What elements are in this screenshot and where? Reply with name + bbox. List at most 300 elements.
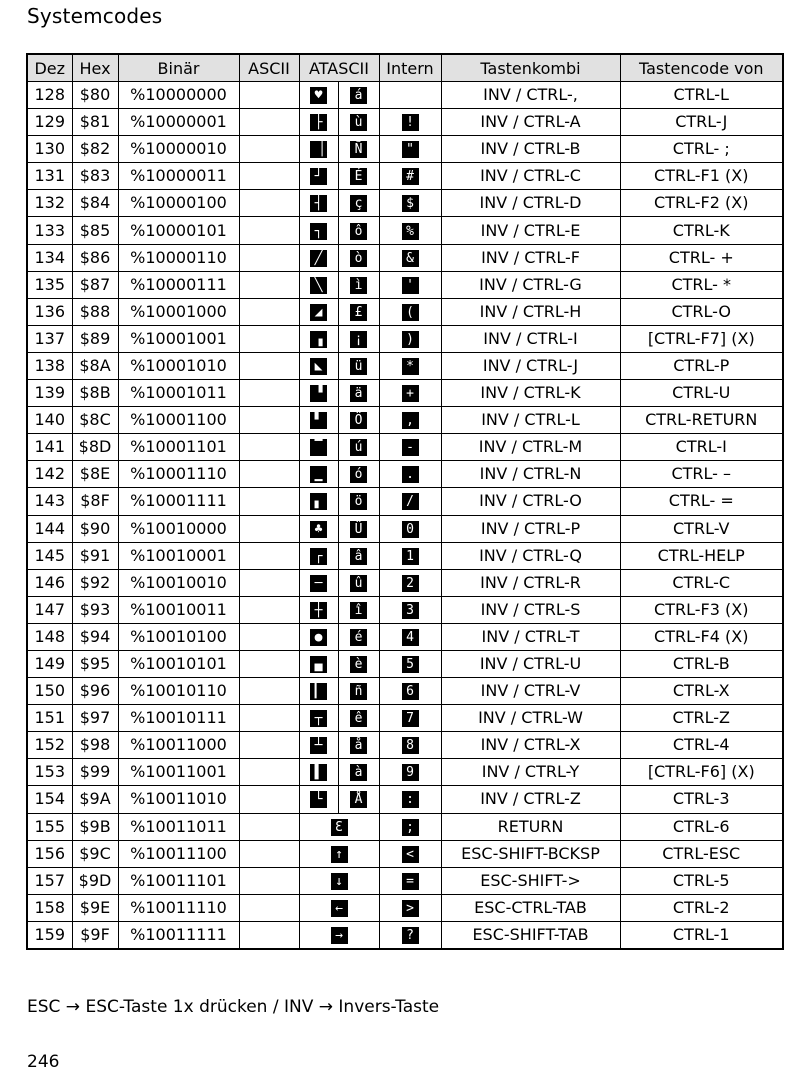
atascii-intl-glyph: è: [350, 656, 367, 673]
ascii-cell: [239, 650, 299, 677]
atascii-intl-glyph: ç: [350, 195, 367, 212]
binaer-cell: %10001111: [118, 488, 239, 515]
binaer-cell: %10010111: [118, 705, 239, 732]
atascii-intl-cell: [338, 298, 379, 325]
hex-cell: $85: [72, 217, 118, 244]
tastencode-cell: CTRL- ;: [620, 136, 783, 163]
atascii-intl-glyph: û: [350, 575, 367, 592]
header-ascii: ASCII: [239, 54, 299, 82]
dez-cell: 141: [27, 434, 72, 461]
intern-cell: [379, 298, 441, 325]
atascii-intl-cell: [338, 569, 379, 596]
intern-glyph: 5: [402, 656, 419, 673]
intern-glyph: #: [402, 168, 419, 185]
atascii-intl-glyph: à: [350, 764, 367, 781]
ascii-cell: [239, 82, 299, 109]
tastenkombi-cell: INV / CTRL-O: [441, 488, 620, 515]
hex-cell: $8D: [72, 434, 118, 461]
atascii-graphic-cell: [299, 705, 338, 732]
dez-cell: 135: [27, 271, 72, 298]
atascii-graphic-cell: [299, 190, 338, 217]
binaer-cell: %10011101: [118, 867, 239, 894]
table-row: [27, 109, 783, 136]
atascii-intl-cell: [338, 650, 379, 677]
tastencode-cell: CTRL-2: [620, 894, 783, 921]
atascii-graphic-glyph: └: [310, 791, 327, 808]
binaer-cell: %10001011: [118, 380, 239, 407]
hex-cell: $81: [72, 109, 118, 136]
intern-cell: [379, 732, 441, 759]
header-hex: Hex: [72, 54, 118, 82]
atascii-graphic-cell: [299, 488, 338, 515]
atascii-intl-cell: [338, 434, 379, 461]
atascii-intl-glyph: É: [350, 168, 367, 185]
ascii-cell: [239, 407, 299, 434]
intern-cell: [379, 109, 441, 136]
dez-cell: 128: [27, 82, 72, 109]
table-row: [27, 163, 783, 190]
atascii-graphic-cell: [299, 678, 338, 705]
tastencode-cell: CTRL-V: [620, 515, 783, 542]
tastenkombi-cell: INV / CTRL-B: [441, 136, 620, 163]
intern-glyph: ;: [402, 819, 419, 836]
hex-cell: $91: [72, 542, 118, 569]
intern-cell: [379, 786, 441, 813]
hex-cell: $98: [72, 732, 118, 759]
atascii-graphic-cell: [299, 515, 338, 542]
hex-cell: $8F: [72, 488, 118, 515]
atascii-intl-cell: [338, 109, 379, 136]
dez-cell: 133: [27, 217, 72, 244]
intern-cell: [379, 217, 441, 244]
tastencode-cell: CTRL-L: [620, 82, 783, 109]
tastencode-cell: CTRL-1: [620, 921, 783, 949]
atascii-intl-cell: [338, 542, 379, 569]
tastencode-cell: CTRL-F1 (X): [620, 163, 783, 190]
ascii-cell: [239, 596, 299, 623]
dez-cell: 154: [27, 786, 72, 813]
atascii-intl-cell: [338, 163, 379, 190]
atascii-graphic-cell: [299, 461, 338, 488]
tastenkombi-cell: INV / CTRL-R: [441, 569, 620, 596]
intern-glyph: ,: [402, 412, 419, 429]
tastenkombi-cell: INV / CTRL-Y: [441, 759, 620, 786]
atascii-graphic-glyph: ╲: [310, 277, 327, 294]
binaer-cell: %10000111: [118, 271, 239, 298]
intern-cell: [379, 867, 441, 894]
atascii-graphic-cell: [299, 650, 338, 677]
table-row: [27, 217, 783, 244]
table-row: [27, 705, 783, 732]
ascii-cell: [239, 488, 299, 515]
tastenkombi-cell: INV / CTRL-M: [441, 434, 620, 461]
tastencode-cell: CTRL- –: [620, 461, 783, 488]
atascii-graphic-glyph: ─: [310, 575, 327, 592]
atascii-graphic-cell: [299, 407, 338, 434]
atascii-graphic-cell: [299, 136, 338, 163]
intern-cell: [379, 759, 441, 786]
hex-cell: $80: [72, 82, 118, 109]
intern-cell: [379, 596, 441, 623]
binaer-cell: %10010101: [118, 650, 239, 677]
atascii-graphic-cell: [299, 732, 338, 759]
hex-cell: $9F: [72, 921, 118, 949]
atascii-graphic-glyph: ┴: [310, 737, 327, 754]
dez-cell: 150: [27, 678, 72, 705]
intern-cell: [379, 190, 441, 217]
atascii-glyph: ↓: [331, 873, 348, 890]
atascii-intl-cell: [338, 82, 379, 109]
tastenkombi-cell: INV / CTRL-G: [441, 271, 620, 298]
table-row: [27, 921, 783, 949]
header-dez: Dez: [27, 54, 72, 82]
binaer-cell: %10001010: [118, 352, 239, 379]
table-row: [27, 434, 783, 461]
atascii-graphic-glyph: ┤: [310, 195, 327, 212]
tastenkombi-cell: INV / CTRL-A: [441, 109, 620, 136]
tastenkombi-cell: INV / CTRL-W: [441, 705, 620, 732]
atascii-intl-cell: [338, 407, 379, 434]
tastenkombi-cell: INV / CTRL-J: [441, 352, 620, 379]
intern-glyph: :: [402, 791, 419, 808]
atascii-graphic-glyph: ♥: [310, 87, 327, 104]
intern-glyph: 8: [402, 737, 419, 754]
hex-cell: $82: [72, 136, 118, 163]
dez-cell: 148: [27, 623, 72, 650]
atascii-graphic-glyph: ●: [310, 629, 327, 646]
tastenkombi-cell: INV / CTRL-S: [441, 596, 620, 623]
header-intern: Intern: [379, 54, 441, 82]
ascii-cell: [239, 461, 299, 488]
ascii-cell: [239, 109, 299, 136]
ascii-cell: [239, 786, 299, 813]
tastenkombi-cell: INV / CTRL-C: [441, 163, 620, 190]
intern-glyph: 4: [402, 629, 419, 646]
atascii-intl-glyph: ô: [350, 223, 367, 240]
ascii-cell: [239, 380, 299, 407]
hex-cell: $9C: [72, 840, 118, 867]
atascii-cell: [299, 840, 379, 867]
atascii-graphic-glyph: ▌: [310, 764, 327, 781]
binaer-cell: %10000101: [118, 217, 239, 244]
hex-cell: $8B: [72, 380, 118, 407]
atascii-glyph: Ɛ: [331, 819, 348, 836]
atascii-intl-glyph: ó: [350, 466, 367, 483]
binaer-cell: %10010000: [118, 515, 239, 542]
atascii-graphic-glyph: ▄: [310, 656, 327, 673]
atascii-intl-glyph: â: [350, 548, 367, 565]
atascii-intl-glyph: î: [350, 602, 367, 619]
tastenkombi-cell: INV / CTRL-U: [441, 650, 620, 677]
tastencode-cell: CTRL-X: [620, 678, 783, 705]
intern-cell: [379, 894, 441, 921]
ascii-cell: [239, 867, 299, 894]
atascii-graphic-cell: [299, 434, 338, 461]
hex-cell: $8E: [72, 461, 118, 488]
tastencode-cell: CTRL-Z: [620, 705, 783, 732]
tastencode-cell: CTRL-I: [620, 434, 783, 461]
dez-cell: 131: [27, 163, 72, 190]
intern-cell: [379, 840, 441, 867]
atascii-intl-glyph: á: [350, 87, 367, 104]
hex-cell: $94: [72, 623, 118, 650]
intern-glyph: !: [402, 114, 419, 131]
atascii-graphic-glyph: ▗: [310, 331, 327, 348]
table-row: [27, 190, 783, 217]
ascii-cell: [239, 190, 299, 217]
intern-cell: [379, 82, 441, 109]
intern-cell: [379, 163, 441, 190]
intern-glyph: -: [402, 439, 419, 456]
table-row: [27, 515, 783, 542]
atascii-intl-cell: [338, 515, 379, 542]
intern-glyph: /: [402, 493, 419, 510]
intern-cell: [379, 813, 441, 840]
dez-cell: 144: [27, 515, 72, 542]
binaer-cell: %10000110: [118, 244, 239, 271]
atascii-graphic-glyph: ┐: [310, 223, 327, 240]
intern-glyph: %: [402, 223, 419, 240]
dez-cell: 147: [27, 596, 72, 623]
tastenkombi-cell: RETURN: [441, 813, 620, 840]
hex-cell: $88: [72, 298, 118, 325]
intern-glyph: ?: [402, 927, 419, 944]
intern-glyph: $: [402, 195, 419, 212]
header-row: [27, 54, 783, 82]
atascii-intl-cell: [338, 325, 379, 352]
intern-cell: [379, 542, 441, 569]
systemcodes-table: [26, 53, 784, 950]
dez-cell: 140: [27, 407, 72, 434]
atascii-intl-cell: [338, 461, 379, 488]
atascii-graphic-glyph: ▝: [310, 385, 327, 402]
atascii-cell: [299, 813, 379, 840]
atascii-glyph: ↑: [331, 846, 348, 863]
atascii-graphic-cell: [299, 542, 338, 569]
intern-glyph: 6: [402, 683, 419, 700]
binaer-cell: %10001100: [118, 407, 239, 434]
table-row: [27, 650, 783, 677]
tastencode-cell: CTRL- =: [620, 488, 783, 515]
table-body: [27, 82, 783, 950]
atascii-graphic-glyph: ▘: [310, 412, 327, 429]
atascii-graphic-cell: [299, 244, 338, 271]
intern-cell: [379, 705, 441, 732]
atascii-graphic-glyph: ▖: [310, 493, 327, 510]
atascii-graphic-glyph: ┌: [310, 548, 327, 565]
table-row: [27, 380, 783, 407]
dez-cell: 146: [27, 569, 72, 596]
hex-cell: $90: [72, 515, 118, 542]
ascii-cell: [239, 840, 299, 867]
atascii-intl-glyph: Å: [350, 791, 367, 808]
table-row: [27, 678, 783, 705]
atascii-intl-glyph: ù: [350, 114, 367, 131]
intern-cell: [379, 136, 441, 163]
hex-cell: $8C: [72, 407, 118, 434]
atascii-graphic-cell: [299, 380, 338, 407]
table-row: [27, 271, 783, 298]
tastencode-cell: CTRL-4: [620, 732, 783, 759]
intern-cell: [379, 569, 441, 596]
tastencode-cell: CTRL-F3 (X): [620, 596, 783, 623]
intern-glyph: 3: [402, 602, 419, 619]
tastenkombi-cell: INV / CTRL-K: [441, 380, 620, 407]
binaer-cell: %10000011: [118, 163, 239, 190]
atascii-intl-glyph: é: [350, 629, 367, 646]
hex-cell: $83: [72, 163, 118, 190]
atascii-graphic-cell: [299, 271, 338, 298]
ascii-cell: [239, 569, 299, 596]
table-row: [27, 461, 783, 488]
intern-glyph: &: [402, 250, 419, 267]
binaer-cell: %10011100: [118, 840, 239, 867]
binaer-cell: %10011011: [118, 813, 239, 840]
atascii-glyph: ←: [331, 900, 348, 917]
atascii-graphic-cell: [299, 623, 338, 650]
tastencode-cell: CTRL-B: [620, 650, 783, 677]
tastencode-cell: CTRL-ESC: [620, 840, 783, 867]
intern-glyph: 7: [402, 710, 419, 727]
hex-cell: $9A: [72, 786, 118, 813]
ascii-cell: [239, 542, 299, 569]
hex-cell: $95: [72, 650, 118, 677]
atascii-intl-cell: [338, 623, 379, 650]
atascii-graphic-cell: [299, 325, 338, 352]
intern-glyph: 2: [402, 575, 419, 592]
ascii-cell: [239, 678, 299, 705]
atascii-intl-glyph: Ü: [350, 521, 367, 538]
dez-cell: 129: [27, 109, 72, 136]
binaer-cell: %10000000: [118, 82, 239, 109]
hex-cell: $9B: [72, 813, 118, 840]
tastencode-cell: CTRL-3: [620, 786, 783, 813]
atascii-intl-glyph: ¡: [350, 331, 367, 348]
hex-cell: $87: [72, 271, 118, 298]
binaer-cell: %10001001: [118, 325, 239, 352]
atascii-graphic-glyph: ▕: [310, 141, 327, 158]
ascii-cell: [239, 163, 299, 190]
tastencode-cell: CTRL-RETURN: [620, 407, 783, 434]
hex-cell: $9D: [72, 867, 118, 894]
intern-cell: [379, 678, 441, 705]
atascii-graphic-glyph: ┼: [310, 602, 327, 619]
tastenkombi-cell: INV / CTRL-Q: [441, 542, 620, 569]
tastenkombi-cell: INV / CTRL-D: [441, 190, 620, 217]
tastencode-cell: CTRL-K: [620, 217, 783, 244]
atascii-graphic-cell: [299, 759, 338, 786]
intern-glyph: 9: [402, 764, 419, 781]
intern-glyph: <: [402, 846, 419, 863]
tastenkombi-cell: INV / CTRL-H: [441, 298, 620, 325]
intern-glyph: 0: [402, 521, 419, 538]
dez-cell: 159: [27, 921, 72, 949]
atascii-graphic-glyph: ◢: [310, 304, 327, 321]
atascii-intl-glyph: ñ: [350, 683, 367, 700]
binaer-cell: %10011010: [118, 786, 239, 813]
table-row: [27, 407, 783, 434]
atascii-intl-glyph: Ö: [350, 412, 367, 429]
atascii-intl-cell: [338, 786, 379, 813]
atascii-graphic-cell: [299, 352, 338, 379]
intern-glyph: *: [402, 358, 419, 375]
atascii-graphic-cell: [299, 163, 338, 190]
ascii-cell: [239, 434, 299, 461]
ascii-cell: [239, 325, 299, 352]
hex-cell: $97: [72, 705, 118, 732]
ascii-cell: [239, 759, 299, 786]
hex-cell: $9E: [72, 894, 118, 921]
atascii-intl-cell: [338, 759, 379, 786]
page-title: Systemcodes: [27, 4, 163, 28]
tastenkombi-cell: ESC-CTRL-TAB: [441, 894, 620, 921]
atascii-graphic-cell: [299, 569, 338, 596]
atascii-graphic-cell: [299, 217, 338, 244]
table-row: [27, 488, 783, 515]
tastenkombi-cell: INV / CTRL-T: [441, 623, 620, 650]
intern-glyph: >: [402, 900, 419, 917]
atascii-intl-cell: [338, 244, 379, 271]
tastencode-cell: CTRL-U: [620, 380, 783, 407]
atascii-graphic-glyph: ┘: [310, 168, 327, 185]
intern-glyph: ": [402, 141, 419, 158]
header-atascii: ATASCII: [299, 54, 379, 82]
atascii-intl-glyph: ä: [350, 385, 367, 402]
binaer-cell: %10000100: [118, 190, 239, 217]
tastenkombi-cell: INV / CTRL-V: [441, 678, 620, 705]
binaer-cell: %10000001: [118, 109, 239, 136]
binaer-cell: %10000010: [118, 136, 239, 163]
ascii-cell: [239, 813, 299, 840]
tastencode-cell: CTRL-6: [620, 813, 783, 840]
ascii-cell: [239, 515, 299, 542]
ascii-cell: [239, 352, 299, 379]
table-row: [27, 867, 783, 894]
dez-cell: 132: [27, 190, 72, 217]
ascii-cell: [239, 894, 299, 921]
dez-cell: 158: [27, 894, 72, 921]
intern-cell: [379, 650, 441, 677]
ascii-cell: [239, 298, 299, 325]
dez-cell: 156: [27, 840, 72, 867]
atascii-intl-cell: [338, 705, 379, 732]
tastencode-cell: [CTRL-F6] (X): [620, 759, 783, 786]
intern-cell: [379, 407, 441, 434]
tastenkombi-cell: INV / CTRL-I: [441, 325, 620, 352]
ascii-cell: [239, 623, 299, 650]
dez-cell: 139: [27, 380, 72, 407]
intern-cell: [379, 271, 441, 298]
atascii-intl-glyph: ò: [350, 250, 367, 267]
atascii-graphic-glyph: ▎: [310, 683, 327, 700]
atascii-intl-cell: [338, 217, 379, 244]
atascii-cell: [299, 867, 379, 894]
tastenkombi-cell: INV / CTRL-X: [441, 732, 620, 759]
dez-cell: 142: [27, 461, 72, 488]
intern-glyph: ': [402, 277, 419, 294]
dez-cell: 157: [27, 867, 72, 894]
atascii-intl-cell: [338, 732, 379, 759]
dez-cell: 136: [27, 298, 72, 325]
intern-cell: [379, 434, 441, 461]
table-row: [27, 840, 783, 867]
binaer-cell: %10010110: [118, 678, 239, 705]
table-row: [27, 759, 783, 786]
hex-cell: $96: [72, 678, 118, 705]
ascii-cell: [239, 217, 299, 244]
atascii-graphic-glyph: ◣: [310, 358, 327, 375]
intern-cell: [379, 461, 441, 488]
